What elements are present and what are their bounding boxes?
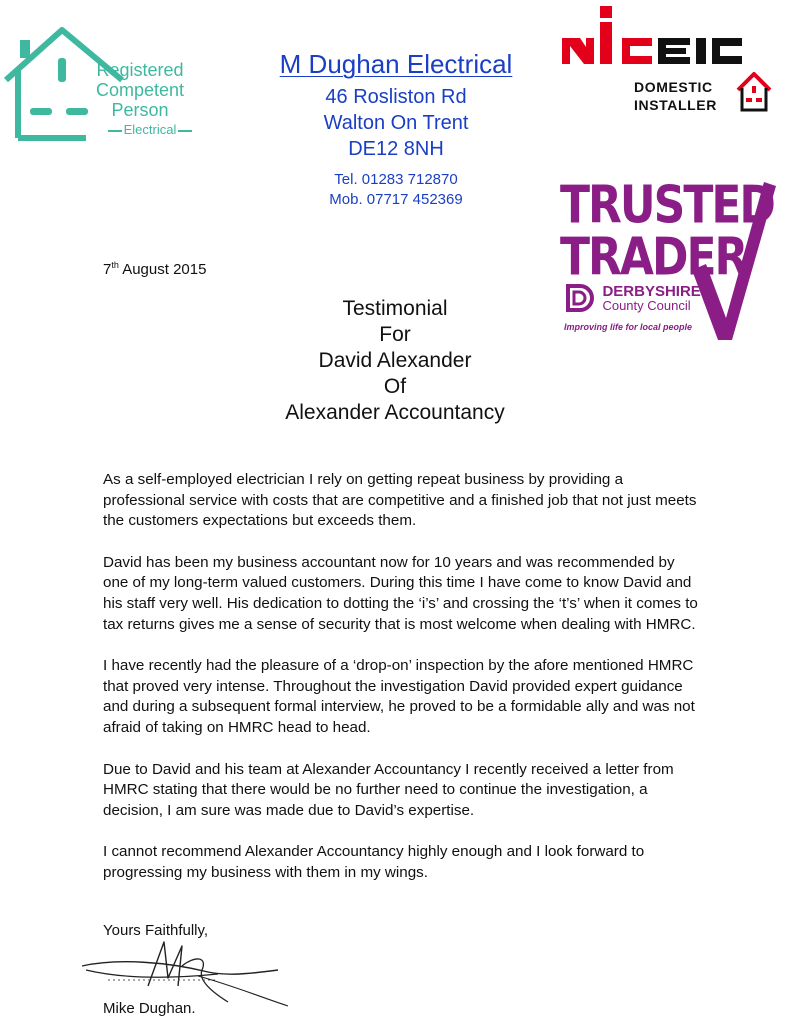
rcp-line1: Registered bbox=[96, 60, 184, 80]
derbyshire-council bbox=[566, 284, 701, 313]
telephone: Tel. 01283 712870 bbox=[334, 171, 458, 188]
tt-line2: TRADER bbox=[560, 227, 747, 288]
paragraph-5: I cannot recommend Alexander Accountancy highly enough and I look forward to progressing my business with them in my wings. bbox=[103, 843, 645, 881]
address-line-1: 46 Rosliston Rd bbox=[325, 86, 467, 108]
niceic-line2: INSTALLER bbox=[634, 97, 717, 113]
paragraph-2: David has been my business accountant now for 10 years and was recommended by one of my long-term valued customers. During this time I have come to know David and his staff very well. His dedication to dotting the ‘i’s’ and crossing the ‘t’s’ when it comes to tax returns gives me a sense of security that is most welcome when dealing with HMRC. bbox=[103, 553, 698, 633]
mobile: Mob. 07717 452369 bbox=[329, 191, 463, 208]
rcp-sub bbox=[90, 122, 210, 137]
company-header bbox=[236, 48, 556, 210]
niceic-domestic-installer bbox=[634, 78, 717, 114]
registered-competent-person-logo bbox=[4, 26, 208, 144]
paragraph-1: As a self-employed electrician I rely on getting repeat business by providing a professional service with costs that are competitive and a finished job that not just meets the customers expectations but exceeds them. bbox=[103, 471, 697, 530]
council-line2: County Council bbox=[602, 298, 691, 313]
date-rest: August 2015 bbox=[118, 261, 207, 278]
date-suffix: th bbox=[111, 260, 119, 270]
niceic-wordmark bbox=[562, 6, 782, 76]
house-socket-icon bbox=[734, 70, 774, 114]
tt-line1: TRUSTED bbox=[560, 175, 774, 236]
heading-line-2: For bbox=[379, 323, 411, 346]
closing: Yours Faithfully, bbox=[103, 922, 209, 939]
letter-date bbox=[103, 260, 206, 278]
council-tagline: Improving life for local people bbox=[564, 322, 693, 332]
council-text bbox=[602, 284, 700, 313]
paragraph-4: Due to David and his team at Alexander Accountancy I recently received a letter from HMRC stating that there would be no further need to continue the investigation, a decision, I am sure was made due to David’s expertise. bbox=[103, 760, 674, 819]
trusted-trader-title bbox=[560, 175, 774, 288]
address-line-2: Walton On Trent bbox=[323, 112, 469, 134]
heading-line-3: David Alexander bbox=[318, 349, 472, 372]
heading-line-5: Alexander Accountancy bbox=[285, 401, 505, 424]
niceic-logo bbox=[562, 6, 782, 126]
rcp-text bbox=[66, 60, 214, 120]
date-day: 7 bbox=[103, 261, 112, 278]
niceic-line1: DOMESTIC bbox=[634, 79, 713, 95]
trusted-trader-badge bbox=[556, 175, 776, 344]
paragraph-3: I have recently had the pleasure of a ‘drop-on’ inspection by the afore mentioned HMRC that proved very intense. Throughout the investigation David provided expert guidance and during a subsequent formal interview, he proved to be a formidable ally and was not afraid of taking on HMRC head to head. bbox=[103, 657, 695, 736]
signer-name: Mike Dughan. bbox=[103, 1000, 196, 1017]
letter-heading bbox=[250, 296, 540, 426]
rcp-sub-label: Electrical bbox=[123, 122, 177, 137]
rcp-line2: Competent bbox=[95, 80, 185, 100]
heading-line-1: Testimonial bbox=[342, 297, 448, 320]
heading-line-4: Of bbox=[383, 375, 407, 398]
company-name: M Dughan Electrical bbox=[279, 49, 513, 79]
address-line-3: DE12 8NH bbox=[348, 138, 444, 160]
letter-body bbox=[103, 470, 703, 905]
derbyshire-d-icon bbox=[566, 284, 596, 312]
rcp-line3: Person bbox=[111, 100, 169, 120]
council-line1: DERBYSHIRE bbox=[602, 283, 701, 300]
